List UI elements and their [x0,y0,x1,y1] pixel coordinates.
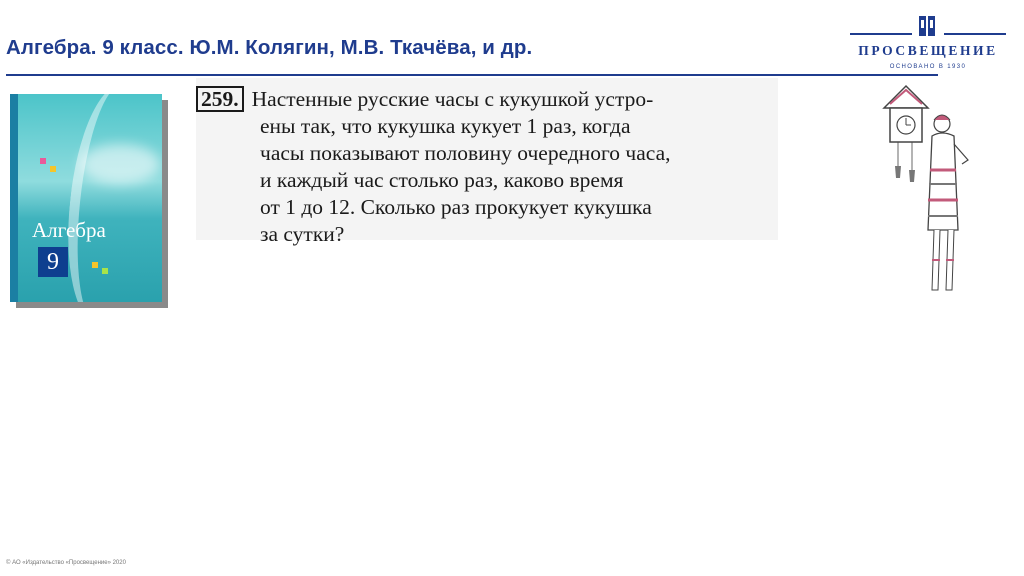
page-title: Алгебра. 9 класс. Ю.М. Колягин, М.В. Ткачёва, и др. [6,36,533,59]
problem-line: и каждый час столько раз, каково время [260,168,624,192]
cover-grade: 9 [38,247,68,277]
cover-square [50,166,56,172]
problem-line: ены так, что кукушка кукует 1 раз, когда [260,114,631,138]
cover-wave [58,94,162,302]
logo-right-bar [944,33,1006,35]
problem-number: 259. [196,86,244,112]
publisher-logo [848,12,1008,76]
cover-title: Алгебра [32,218,106,242]
problem-line: за сутки? [260,222,345,246]
problem-line: Настенные русские часы с кукушкой устро- [251,87,654,111]
problem-block [196,78,778,246]
cover-square [92,262,98,268]
problem-line: от 1 до 12. Сколько раз прокукует кукушка [260,195,652,219]
cuckoo-clock-illustration [876,80,976,298]
logo-subtitle: ОСНОВАНО В 1930 [889,64,967,70]
copyright: © АО «Издательство «Просвещение» 2020 [6,560,126,566]
logo-name: ПРОСВЕЩЕНИЕ [858,43,998,58]
cover-spine-stripe [10,94,18,302]
problem-text [196,86,778,248]
header-divider [6,74,938,76]
logo-left-bar [850,33,912,35]
logo-mark-icon [918,14,936,38]
problem-line: часы показывают половину очередного часа, [260,141,671,165]
problem-line-1 [196,86,778,113]
book-cover [10,94,162,302]
cover-square [102,268,108,274]
cover-square [40,158,46,164]
